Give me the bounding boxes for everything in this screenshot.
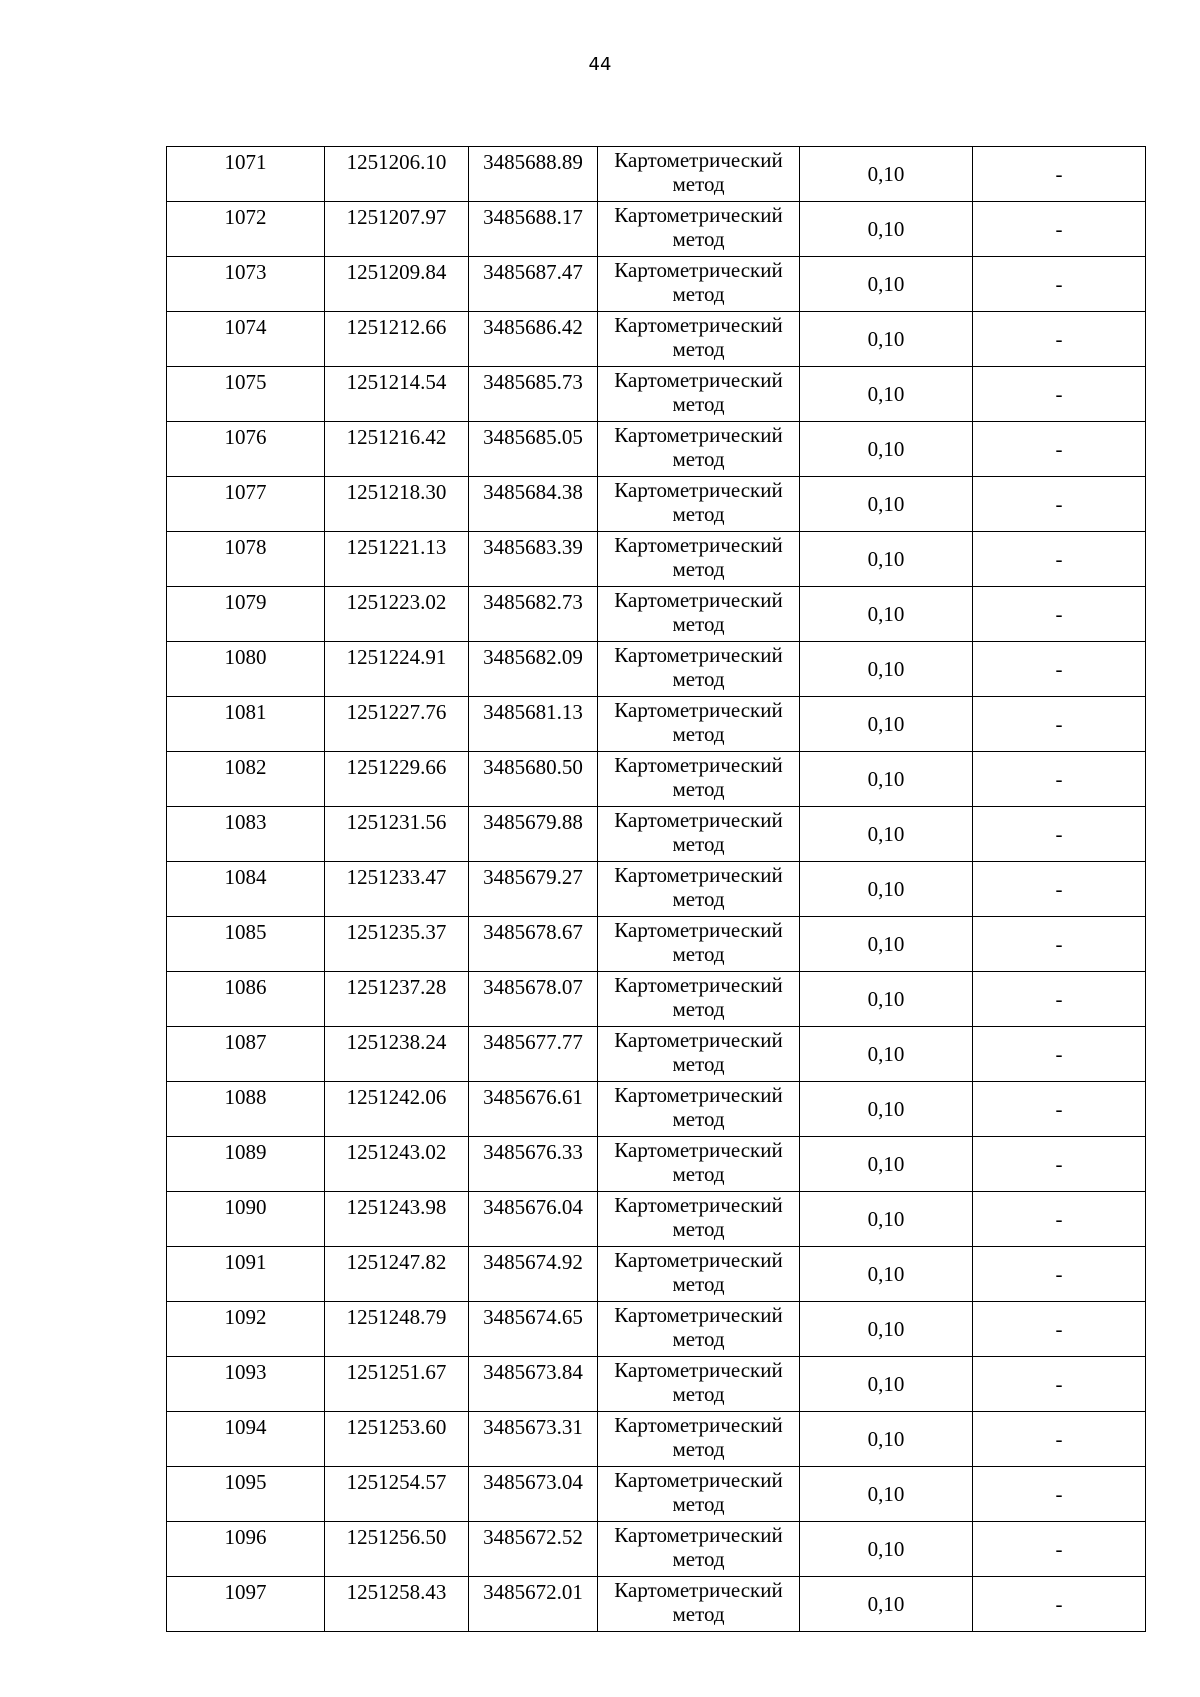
x-coordinate-cell: 1251223.02 [325,587,469,642]
accuracy-cell: 0,10 [800,532,973,587]
method-cell [598,972,800,1027]
method-cell [598,642,800,697]
point-number-cell: 1076 [167,422,325,477]
note-cell: - [973,587,1146,642]
table-row [167,422,1146,477]
method-line-1: Картометрический [614,1248,783,1272]
method-cell [598,257,800,312]
point-number-cell: 1072 [167,202,325,257]
method-line-1: Картометрический [614,863,783,887]
accuracy-cell: 0,10 [800,752,973,807]
x-coordinate-cell: 1251218.30 [325,477,469,532]
method-line-2: метод [672,612,725,636]
x-coordinate-cell: 1251224.91 [325,642,469,697]
method-cell [598,312,800,367]
table-row [167,477,1146,532]
method-cell [598,1302,800,1357]
method-line-2: метод [672,227,725,251]
y-coordinate-cell: 3485682.09 [469,642,598,697]
method-line-2: метод [672,997,725,1021]
method-line-1: Картометрический [614,753,783,777]
method-line-1: Картометрический [614,1303,783,1327]
x-coordinate-cell: 1251233.47 [325,862,469,917]
table-body [167,147,1146,1632]
point-number-cell: 1073 [167,257,325,312]
coordinates-table [166,146,1146,1632]
note-cell: - [973,752,1146,807]
point-number-cell: 1091 [167,1247,325,1302]
method-cell [598,752,800,807]
y-coordinate-cell: 3485680.50 [469,752,598,807]
method-line-1: Картометрический [614,1193,783,1217]
x-coordinate-cell: 1251254.57 [325,1467,469,1522]
point-number-cell: 1082 [167,752,325,807]
method-line-2: метод [672,1382,725,1406]
y-coordinate-cell: 3485673.04 [469,1467,598,1522]
y-coordinate-cell: 3485687.47 [469,257,598,312]
table-row [167,807,1146,862]
note-cell: - [973,1467,1146,1522]
method-cell [598,1522,800,1577]
method-cell [598,147,800,202]
accuracy-cell: 0,10 [800,312,973,367]
accuracy-cell: 0,10 [800,587,973,642]
y-coordinate-cell: 3485679.88 [469,807,598,862]
x-coordinate-cell: 1251212.66 [325,312,469,367]
note-cell: - [973,477,1146,532]
method-cell [598,807,800,862]
table-row [167,752,1146,807]
x-coordinate-cell: 1251229.66 [325,752,469,807]
y-coordinate-cell: 3485672.01 [469,1577,598,1632]
y-coordinate-cell: 3485672.52 [469,1522,598,1577]
method-line-1: Картометрический [614,1578,783,1602]
method-cell [598,1247,800,1302]
method-cell [598,1027,800,1082]
table-row [167,1302,1146,1357]
method-line-1: Картометрический [614,918,783,942]
method-line-2: метод [672,832,725,856]
method-cell [598,1357,800,1412]
table-row [167,1522,1146,1577]
method-line-2: метод [672,1327,725,1351]
point-number-cell: 1087 [167,1027,325,1082]
table-row [167,1357,1146,1412]
point-number-cell: 1085 [167,917,325,972]
table-row [167,1577,1146,1632]
page-number: 44 [588,54,612,75]
method-line-1: Картометрический [614,1413,783,1437]
y-coordinate-cell: 3485685.73 [469,367,598,422]
note-cell: - [973,1412,1146,1467]
y-coordinate-cell: 3485677.77 [469,1027,598,1082]
method-cell [598,862,800,917]
y-coordinate-cell: 3485682.73 [469,587,598,642]
table-row [167,202,1146,257]
note-cell: - [973,1082,1146,1137]
method-line-2: метод [672,172,725,196]
method-line-2: метод [672,777,725,801]
note-cell: - [973,367,1146,422]
x-coordinate-cell: 1251247.82 [325,1247,469,1302]
point-number-cell: 1088 [167,1082,325,1137]
method-line-1: Картометрический [614,1523,783,1547]
accuracy-cell: 0,10 [800,1412,973,1467]
point-number-cell: 1075 [167,367,325,422]
accuracy-cell: 0,10 [800,1082,973,1137]
method-line-2: метод [672,1107,725,1131]
method-line-2: метод [672,282,725,306]
method-line-2: метод [672,1492,725,1516]
y-coordinate-cell: 3485683.39 [469,532,598,587]
y-coordinate-cell: 3485686.42 [469,312,598,367]
note-cell: - [973,312,1146,367]
y-coordinate-cell: 3485679.27 [469,862,598,917]
note-cell: - [973,1027,1146,1082]
method-cell [598,917,800,972]
method-cell [598,1192,800,1247]
table-row [167,1467,1146,1522]
table-row [167,1137,1146,1192]
table-row [167,587,1146,642]
point-number-cell: 1096 [167,1522,325,1577]
x-coordinate-cell: 1251214.54 [325,367,469,422]
table-row [167,147,1146,202]
point-number-cell: 1097 [167,1577,325,1632]
table-row [167,312,1146,367]
note-cell: - [973,862,1146,917]
note-cell: - [973,422,1146,477]
table-row [167,972,1146,1027]
y-coordinate-cell: 3485678.67 [469,917,598,972]
accuracy-cell: 0,10 [800,697,973,752]
method-cell [598,697,800,752]
method-line-2: метод [672,1602,725,1626]
method-line-2: метод [672,502,725,526]
method-line-1: Картометрический [614,1358,783,1382]
point-number-cell: 1092 [167,1302,325,1357]
method-line-1: Картометрический [614,698,783,722]
point-number-cell: 1090 [167,1192,325,1247]
accuracy-cell: 0,10 [800,1302,973,1357]
accuracy-cell: 0,10 [800,917,973,972]
accuracy-cell: 0,10 [800,1027,973,1082]
accuracy-cell: 0,10 [800,642,973,697]
point-number-cell: 1077 [167,477,325,532]
accuracy-cell: 0,10 [800,862,973,917]
method-line-2: метод [672,392,725,416]
method-line-2: метод [672,557,725,581]
method-line-1: Картометрический [614,148,783,172]
x-coordinate-cell: 1251258.43 [325,1577,469,1632]
table-row [167,1412,1146,1467]
method-line-2: метод [672,337,725,361]
point-number-cell: 1095 [167,1467,325,1522]
method-line-1: Картометрический [614,1468,783,1492]
accuracy-cell: 0,10 [800,807,973,862]
method-cell [598,587,800,642]
y-coordinate-cell: 3485673.31 [469,1412,598,1467]
method-line-1: Картометрический [614,313,783,337]
method-line-1: Картометрический [614,423,783,447]
x-coordinate-cell: 1251207.97 [325,202,469,257]
method-cell [598,1467,800,1522]
method-line-1: Картометрический [614,1138,783,1162]
point-number-cell: 1086 [167,972,325,1027]
accuracy-cell: 0,10 [800,1522,973,1577]
x-coordinate-cell: 1251209.84 [325,257,469,312]
accuracy-cell: 0,10 [800,1137,973,1192]
accuracy-cell: 0,10 [800,1357,973,1412]
method-line-2: метод [672,942,725,966]
point-number-cell: 1089 [167,1137,325,1192]
accuracy-cell: 0,10 [800,1192,973,1247]
note-cell: - [973,532,1146,587]
accuracy-cell: 0,10 [800,367,973,422]
method-line-1: Картометрический [614,368,783,392]
method-cell [598,1082,800,1137]
table-row [167,257,1146,312]
method-line-1: Картометрический [614,258,783,282]
x-coordinate-cell: 1251256.50 [325,1522,469,1577]
x-coordinate-cell: 1251238.24 [325,1027,469,1082]
accuracy-cell: 0,10 [800,202,973,257]
y-coordinate-cell: 3485685.05 [469,422,598,477]
x-coordinate-cell: 1251231.56 [325,807,469,862]
x-coordinate-cell: 1251242.06 [325,1082,469,1137]
y-coordinate-cell: 3485684.38 [469,477,598,532]
method-line-2: метод [672,447,725,471]
method-line-1: Картометрический [614,1028,783,1052]
x-coordinate-cell: 1251248.79 [325,1302,469,1357]
y-coordinate-cell: 3485676.33 [469,1137,598,1192]
point-number-cell: 1074 [167,312,325,367]
note-cell: - [973,1247,1146,1302]
note-cell: - [973,917,1146,972]
accuracy-cell: 0,10 [800,257,973,312]
x-coordinate-cell: 1251253.60 [325,1412,469,1467]
y-coordinate-cell: 3485676.61 [469,1082,598,1137]
y-coordinate-cell: 3485673.84 [469,1357,598,1412]
method-line-2: метод [672,887,725,911]
method-line-1: Картометрический [614,203,783,227]
method-cell [598,532,800,587]
x-coordinate-cell: 1251227.76 [325,697,469,752]
accuracy-cell: 0,10 [800,422,973,477]
x-coordinate-cell: 1251243.98 [325,1192,469,1247]
method-line-1: Картометрический [614,588,783,612]
note-cell: - [973,697,1146,752]
note-cell: - [973,147,1146,202]
note-cell: - [973,202,1146,257]
x-coordinate-cell: 1251237.28 [325,972,469,1027]
accuracy-cell: 0,10 [800,1577,973,1632]
point-number-cell: 1079 [167,587,325,642]
point-number-cell: 1084 [167,862,325,917]
point-number-cell: 1080 [167,642,325,697]
note-cell: - [973,807,1146,862]
note-cell: - [973,1357,1146,1412]
method-cell [598,202,800,257]
point-number-cell: 1078 [167,532,325,587]
method-line-1: Картометрический [614,533,783,557]
point-number-cell: 1071 [167,147,325,202]
note-cell: - [973,1577,1146,1632]
method-line-2: метод [672,1217,725,1241]
x-coordinate-cell: 1251206.10 [325,147,469,202]
table-row [167,1192,1146,1247]
point-number-cell: 1094 [167,1412,325,1467]
note-cell: - [973,257,1146,312]
accuracy-cell: 0,10 [800,972,973,1027]
table-row [167,1247,1146,1302]
method-cell [598,1577,800,1632]
note-cell: - [973,972,1146,1027]
note-cell: - [973,1192,1146,1247]
point-number-cell: 1081 [167,697,325,752]
method-line-1: Картометрический [614,643,783,667]
x-coordinate-cell: 1251216.42 [325,422,469,477]
table-row [167,917,1146,972]
table-row [167,697,1146,752]
method-line-2: метод [672,1052,725,1076]
y-coordinate-cell: 3485688.17 [469,202,598,257]
accuracy-cell: 0,10 [800,1467,973,1522]
point-number-cell: 1083 [167,807,325,862]
method-line-1: Картометрический [614,478,783,502]
accuracy-cell: 0,10 [800,477,973,532]
accuracy-cell: 0,10 [800,147,973,202]
y-coordinate-cell: 3485688.89 [469,147,598,202]
method-line-2: метод [672,1162,725,1186]
method-cell [598,367,800,422]
method-cell [598,1137,800,1192]
method-line-2: метод [672,722,725,746]
y-coordinate-cell: 3485678.07 [469,972,598,1027]
method-line-2: метод [672,1272,725,1296]
table-row [167,1082,1146,1137]
note-cell: - [973,642,1146,697]
table-row [167,862,1146,917]
table-row [167,1027,1146,1082]
table-row [167,367,1146,422]
accuracy-cell: 0,10 [800,1247,973,1302]
method-line-2: метод [672,1437,725,1461]
method-line-1: Картометрический [614,808,783,832]
method-line-2: метод [672,667,725,691]
y-coordinate-cell: 3485674.92 [469,1247,598,1302]
x-coordinate-cell: 1251243.02 [325,1137,469,1192]
point-number-cell: 1093 [167,1357,325,1412]
note-cell: - [973,1522,1146,1577]
note-cell: - [973,1302,1146,1357]
method-line-2: метод [672,1547,725,1571]
x-coordinate-cell: 1251221.13 [325,532,469,587]
method-line-1: Картометрический [614,1083,783,1107]
table-row [167,532,1146,587]
method-cell [598,1412,800,1467]
method-line-1: Картометрический [614,973,783,997]
note-cell: - [973,1137,1146,1192]
y-coordinate-cell: 3485674.65 [469,1302,598,1357]
table-row [167,642,1146,697]
x-coordinate-cell: 1251251.67 [325,1357,469,1412]
method-cell [598,422,800,477]
y-coordinate-cell: 3485681.13 [469,697,598,752]
y-coordinate-cell: 3485676.04 [469,1192,598,1247]
method-cell [598,477,800,532]
x-coordinate-cell: 1251235.37 [325,917,469,972]
